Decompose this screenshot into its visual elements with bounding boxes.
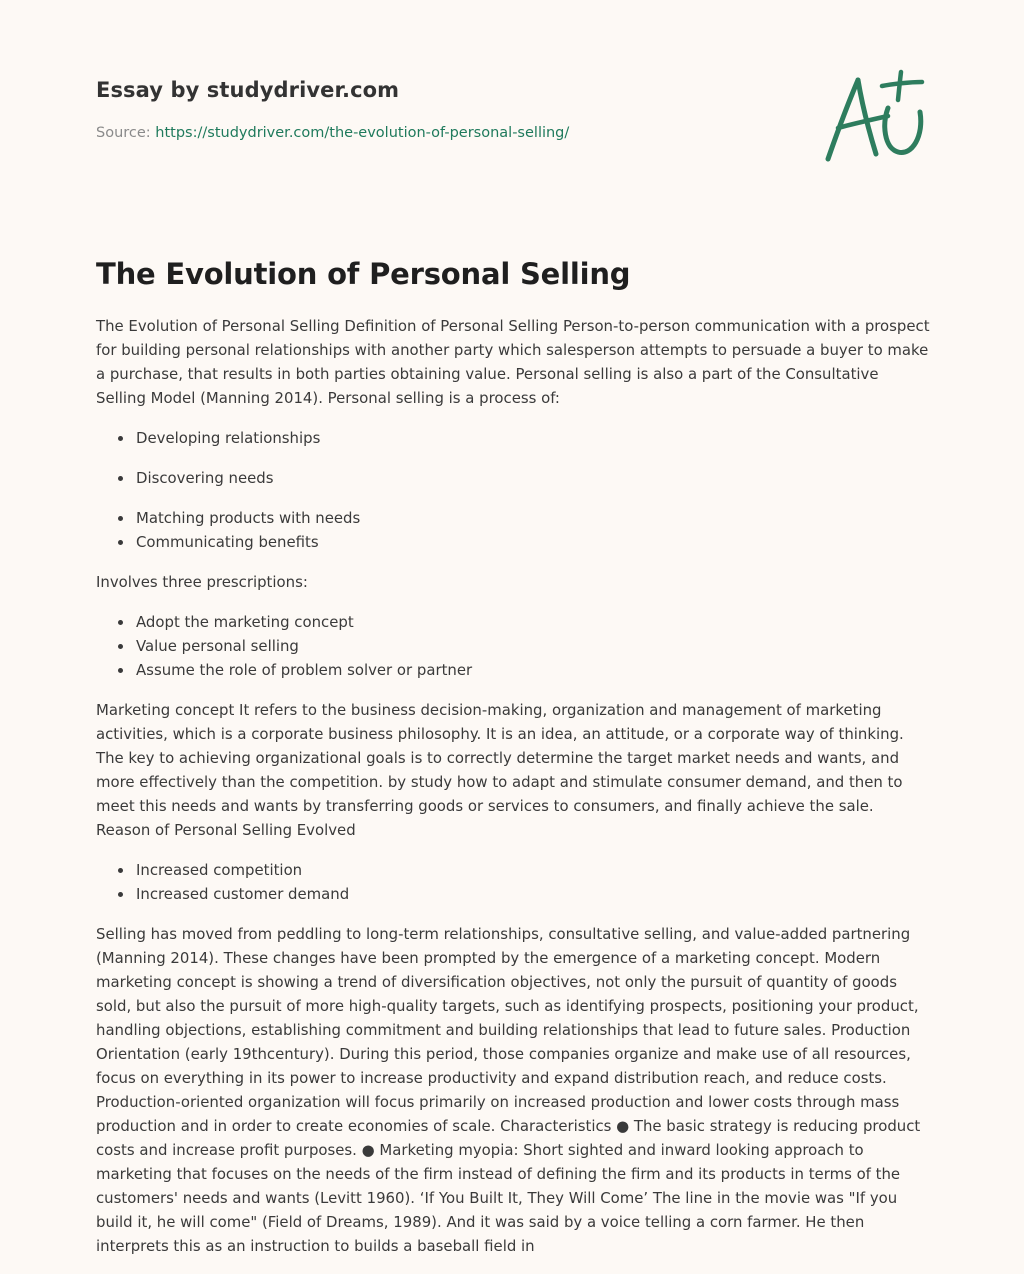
list-item: Communicating benefits	[136, 530, 932, 554]
list-item: Assume the role of problem solver or partner	[136, 658, 932, 682]
reasons-list	[96, 858, 932, 906]
source-label: Source:	[96, 125, 151, 141]
list-item: Developing relationships	[136, 426, 932, 450]
paragraph-selling-evolution: Selling has moved from peddling to long-term relationships, consultative selling, and value-added partnering (Manning 2014). These changes have been prompted by the emergence of a marketing concept. Modern marketing concept is showing a trend of diversification objectives, not only the pursuit of quantity of goods sold, but also the pursuit of more high-quality targets, such as identifying prospects, positioning your product, handling objections, establishing commitment and building relationships that lead to future sales. Production Orientation (early 19thcentury). During this period, those companies organize and make use of all resources, focus on everything in its power to increase productivity and expand distribution reach, and reduce costs. Production-oriented organization will focus primarily on increased production and lower costs through mass production and in order to create economies of scale. Characteristics ● The basic strategy is reducing product costs and increase profit purposes. ● Marketing myopia: Short sighted and inward looking approach to marketing that focuses on the needs of the firm instead of defining the firm and its products in terms of the customers' needs and wants (Levitt 1960). ‘If You Built It, They Will Come’ The line in the movie was "If you build it, he will come" (Field of Dreams, 1989). And it was said by a voice telling a corn farmer. He then interprets this as an instruction to builds a baseball field in	[96, 925, 921, 1255]
document-header	[96, 74, 796, 144]
list-item: Discovering needs	[136, 466, 932, 490]
a-plus-logo-icon	[818, 66, 930, 166]
paragraph-prescriptions: Involves three prescriptions:	[96, 573, 308, 591]
list-item: Value personal selling	[136, 634, 932, 658]
essay-body	[96, 314, 932, 1274]
prescriptions-list	[96, 610, 932, 682]
paragraph-marketing-concept: Marketing concept It refers to the business decision-making, organization and management of marketing activities, which is a corporate business philosophy. It is an idea, an attitude, or a corporate way of thinking. The key to achieving organizational goals is to correctly determine the target market needs and wants, and more effectively than the competition. by study how to adapt and stimulate consumer demand, and then to meet this needs and wants by transferring goods or services to consumers, and finally achieve the sale. Reason of Personal Selling Evolved	[96, 701, 904, 839]
list-item: Increased competition	[136, 858, 932, 882]
essay-by-heading: Essay by studydriver.com	[96, 78, 400, 102]
essay-title: The Evolution of Personal Selling	[96, 257, 631, 291]
source-link[interactable]: https://studydriver.com/the-evolution-of-personal-selling/	[155, 125, 570, 141]
source-line	[96, 122, 796, 144]
list-item: Matching products with needs	[136, 506, 932, 530]
paragraph-definition: The Evolution of Personal Selling Definition of Personal Selling Person-to-person communication with a prospect for building personal relationships with another party which salesperson attempts to persuade a buyer to make a purchase, that results in both parties obtaining value. Personal selling is also a part of the Consultative Selling Model (Manning 2014). Personal selling is a process of:	[96, 317, 930, 407]
list-item: Adopt the marketing concept	[136, 610, 932, 634]
list-item: Increased customer demand	[136, 882, 932, 906]
process-list	[96, 426, 932, 554]
